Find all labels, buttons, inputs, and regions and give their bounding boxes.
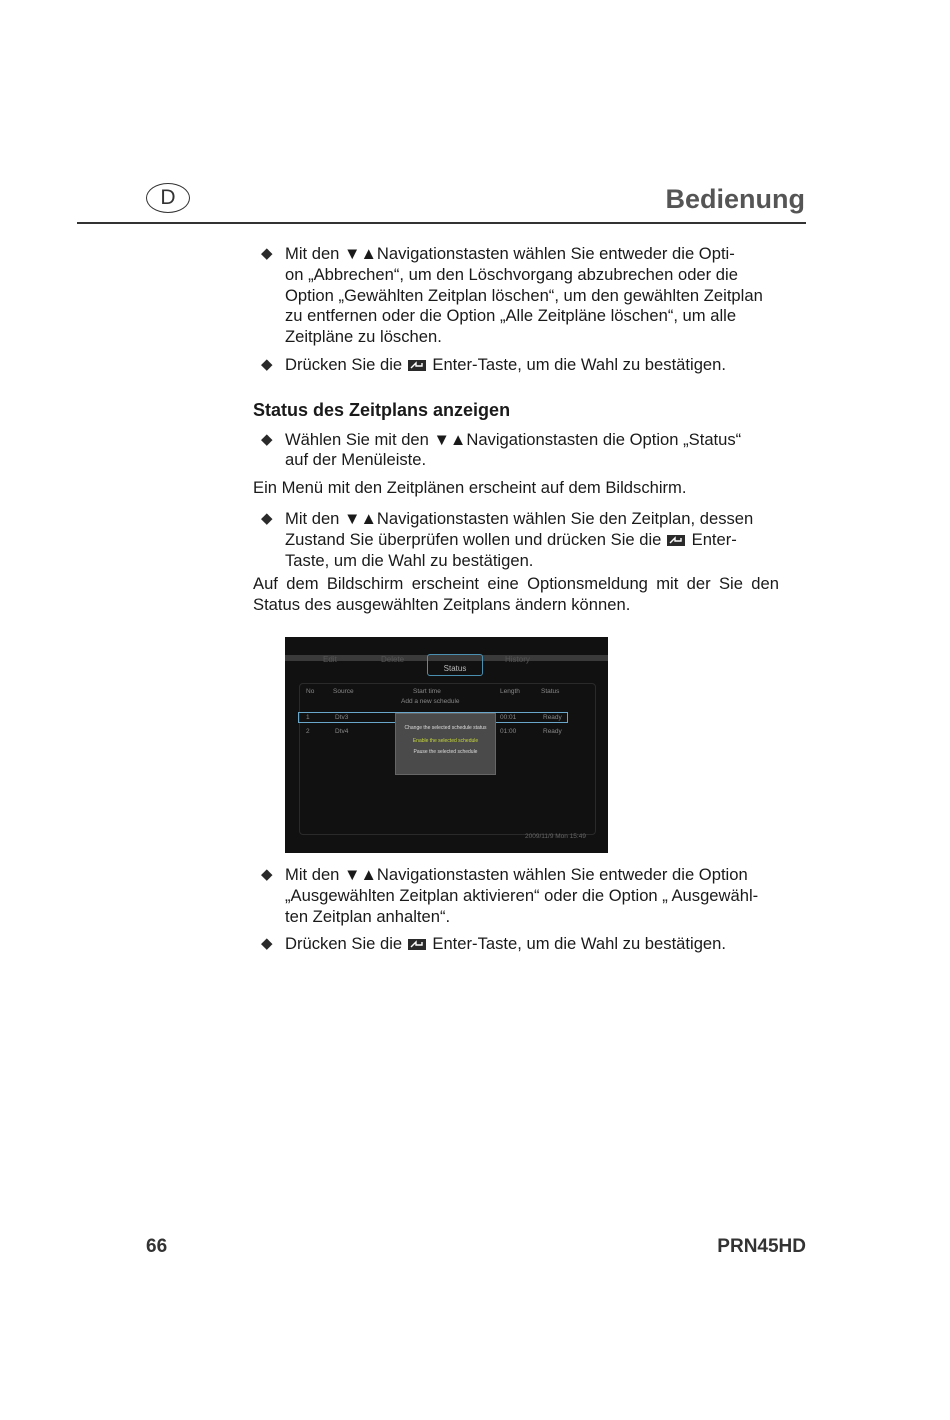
column-header-start-time: Start time: [413, 688, 441, 695]
text-line: auf der Menüleiste.: [285, 450, 427, 470]
paragraph: Ein Menü mit den Zeitplänen erscheint auf dem Bildschirm.: [253, 478, 687, 498]
diamond-bullet-icon: ◆: [261, 355, 273, 373]
column-header-no: No: [306, 688, 315, 695]
text-line: Mit den ▼▲Navigationstasten wählen Sie entweder die Opti-: [285, 244, 735, 263]
table-cell: 2: [306, 728, 310, 735]
table-cell: Ready: [543, 728, 562, 735]
text-line: Mit den ▼▲Navigationstasten wählen Sie den Zeitplan, dessen: [285, 508, 754, 528]
tab-status: [427, 654, 483, 676]
text-line: ten Zeitplan anhalten“.: [285, 906, 451, 926]
status-popup: [395, 713, 496, 775]
text-fragment: Zustand Sie überprüfen wollen und drücken Sie die: [285, 529, 662, 549]
text-line: „Ausgewählten Zeitplan aktivieren“ oder die Option „ Ausgewähl-: [285, 885, 759, 905]
page-title: Bedienung: [665, 184, 805, 214]
model-name: PRN45HD: [717, 1236, 806, 1257]
text-line: Mit den ▼▲Navigationstasten wählen Sie entweder die Option: [285, 865, 748, 884]
diamond-bullet-icon: ◆: [261, 509, 273, 527]
text-line: zu entfernen oder die Option „Alle Zeitpläne löschen“, um alle: [285, 306, 737, 326]
list-item: [253, 934, 779, 955]
text-line-wrapper: [285, 530, 779, 551]
table-cell: Ready: [543, 714, 562, 721]
diamond-bullet-icon: ◆: [261, 935, 273, 953]
text-fragment: Enter-Taste, um die Wahl zu bestätigen.: [432, 934, 726, 954]
page-content: [253, 244, 779, 624]
popup-option-pause: Pause the selected schedule: [413, 749, 478, 755]
text-line: Zeitpläne zu löschen.: [285, 327, 442, 347]
list-item: [253, 865, 779, 927]
header-divider: [77, 222, 806, 224]
column-header-status: Status: [541, 688, 560, 695]
menu-screenshot: [285, 637, 608, 853]
datetime-label: 2009/11/9 Mon 15:49: [525, 833, 586, 840]
text-fragment: Drücken Sie die: [285, 934, 403, 954]
language-badge: D: [146, 183, 190, 213]
section-heading: Status des Zeitplans anzeigen: [253, 399, 511, 420]
tab-delete: Delete: [381, 655, 405, 664]
text-fragment: Enter-Taste, um die Wahl zu bestätigen.: [432, 354, 726, 374]
list-item: [253, 244, 779, 348]
text-line: Option „Gewählten Zeitplan löschen“, um den gewählten Zeitplan: [285, 285, 763, 305]
table-cell: 1: [306, 714, 310, 721]
table-cell: Dtv3: [335, 714, 349, 721]
list-item: [253, 430, 779, 472]
table-cell: 00:01: [500, 714, 517, 721]
text-fragment: Drücken Sie die: [285, 354, 403, 374]
popup-title: Change the selected schedule status: [404, 725, 487, 731]
text-line: Wählen Sie mit den ▼▲Navigationstasten die Option „Status“: [285, 429, 742, 449]
paragraph: Auf dem Bildschirm erscheint eine Optionsmeldung mit der Sie den Status des ausgewählten Zeitplans ändern können.: [253, 574, 779, 615]
column-header-length: Length: [500, 688, 520, 695]
text-line: Taste, um die Wahl zu bestätigen.: [285, 550, 534, 570]
popup-option-enable: Enable the selected schedule: [412, 738, 479, 744]
diamond-bullet-icon: ◆: [261, 245, 273, 262]
diamond-bullet-icon: ◆: [261, 866, 273, 883]
tab-history: History: [505, 655, 530, 664]
column-header-source: Source: [333, 688, 354, 695]
enter-key-icon: [408, 360, 426, 371]
list-item: [253, 509, 779, 571]
text-fragment: Enter-: [691, 529, 737, 549]
tab-edit: Edit: [323, 655, 337, 664]
text-line: on „Abbrechen“, um den Löschvorgang abzubrechen oder die: [285, 264, 738, 284]
list-item: [253, 355, 779, 376]
table-cell: Dtv4: [335, 728, 349, 735]
enter-key-icon: [408, 939, 426, 950]
page-content-lower: [253, 865, 779, 962]
enter-key-icon: [667, 535, 685, 546]
diamond-bullet-icon: ◆: [261, 430, 273, 448]
table-cell: 01:00: [500, 728, 517, 735]
tab-status-label: Status: [443, 664, 467, 673]
page-number: 66: [146, 1236, 168, 1257]
add-schedule-label: Add a new schedule: [401, 698, 460, 705]
